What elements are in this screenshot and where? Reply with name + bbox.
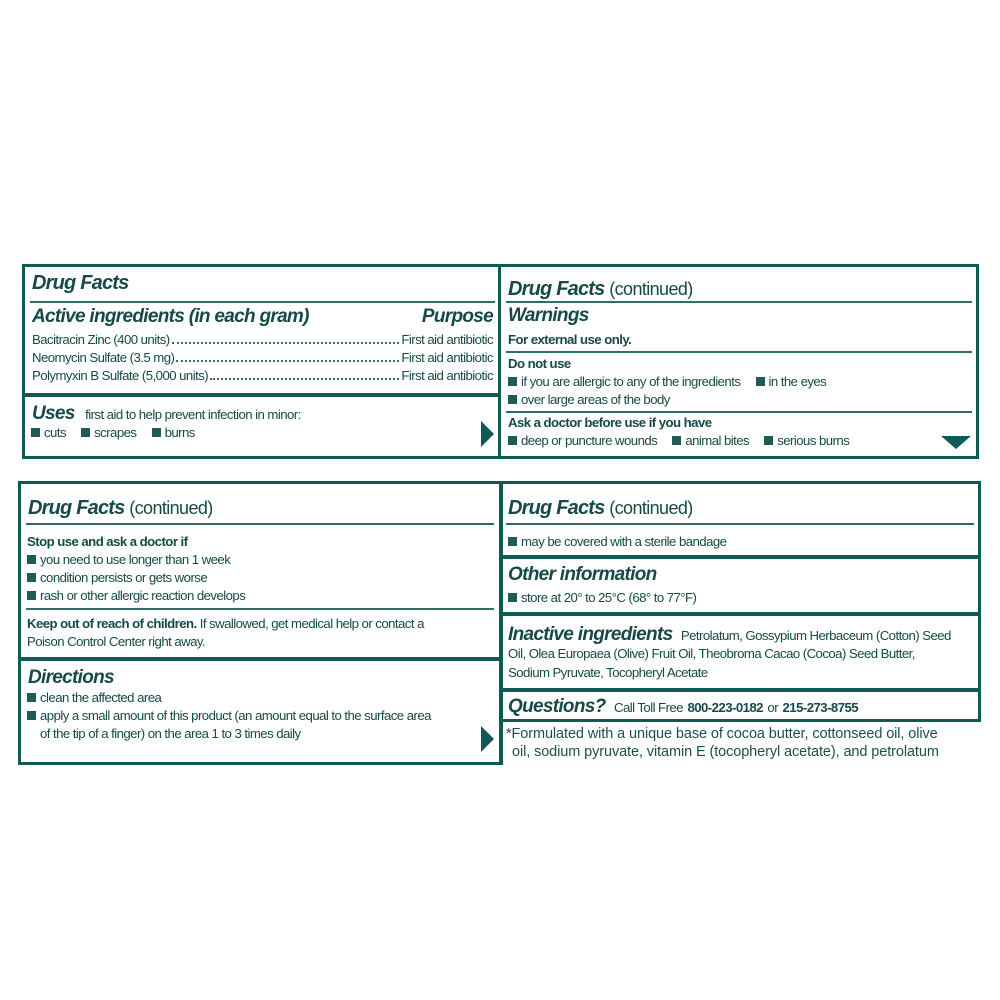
divider — [506, 351, 972, 353]
bullet-icon — [508, 537, 517, 546]
bullet-icon — [27, 711, 36, 720]
leader-dots — [210, 378, 399, 380]
title: Drug Facts — [508, 278, 605, 300]
section-divider — [500, 688, 981, 692]
keep-out-text — [27, 616, 424, 632]
section-divider — [18, 657, 502, 661]
title: Drug Facts — [28, 497, 125, 519]
leader-dots — [172, 342, 400, 344]
inactive-ingredients-text: Petrolatum, Gossypium Herbaceum (Cotton) Seed — [680, 628, 951, 643]
store-text: store at 20° to 25°C (68° to 77°F) — [521, 590, 697, 605]
bullet-icon — [508, 593, 517, 602]
inactive-ingredients-line — [508, 624, 951, 646]
stop-item-text: rash or other allergic reaction develops — [40, 588, 246, 603]
or-text: or — [767, 700, 779, 715]
inactive-ingredients-heading: Inactive ingredients — [508, 624, 673, 645]
questions-heading: Questions? — [508, 696, 606, 717]
bullet-icon — [672, 436, 681, 445]
direction-item-cont: of the tip of a finger) on the area 1 to 3 times daily — [40, 726, 301, 741]
bullet-icon — [27, 591, 36, 600]
drug-facts-continued-title — [508, 497, 693, 519]
bullet-icon — [764, 436, 773, 445]
column-divider — [498, 264, 501, 459]
title: Drug Facts — [508, 497, 605, 519]
footnote-line-1: *Formulated with a unique base of cocoa butter, cottonseed oil, olive — [506, 726, 938, 742]
drug-facts-continued-title — [28, 497, 213, 519]
bullet-icon — [27, 555, 36, 564]
stop-use-heading: Stop use and ask a doctor if — [27, 534, 188, 549]
ask-doctor-list — [508, 433, 849, 449]
phone-number-1[interactable]: 800-223-0182 — [687, 700, 763, 715]
uses-list — [31, 425, 195, 441]
drug-facts-title: Drug Facts — [32, 272, 129, 294]
stop-item-text: condition persists or gets worse — [40, 570, 208, 585]
ingredient-row — [32, 368, 493, 384]
call-text: Call Toll Free — [613, 700, 683, 715]
active-ingredients-heading: Active ingredients (in each gram) — [32, 306, 309, 327]
divider — [506, 301, 972, 303]
continued-label: (continued) — [129, 498, 213, 518]
divider — [506, 411, 972, 413]
bullet-icon — [508, 395, 517, 404]
section-divider — [22, 393, 500, 397]
use-item: scrapes — [94, 425, 137, 440]
uses-line — [32, 403, 301, 425]
direction-text: apply a small amount of this product (an amount equal to the surface area — [40, 708, 431, 723]
warning-item: if you are allergic to any of the ingredients — [521, 374, 741, 389]
ingredient-row — [32, 350, 493, 366]
phone-number-2[interactable]: 215-273-8755 — [782, 700, 859, 715]
direction-item — [27, 708, 431, 724]
warning-item: in the eyes — [768, 374, 827, 389]
do-not-use-list-2 — [508, 392, 670, 408]
ask-item: deep or puncture wounds — [521, 433, 658, 448]
stop-item — [27, 570, 207, 586]
ingredient-name: Polymyxin B Sulfate (5,000 units) — [32, 368, 209, 383]
divider — [506, 523, 974, 525]
ask-item: animal bites — [685, 433, 750, 448]
arrow-down-icon — [941, 436, 971, 449]
uses-heading: Uses — [32, 403, 75, 424]
ingredient-purpose: First aid antibiotic — [401, 350, 493, 365]
ingredient-purpose: First aid antibiotic — [401, 368, 493, 383]
ingredient-purpose: First aid antibiotic — [401, 332, 493, 347]
bullet-icon — [81, 428, 90, 437]
use-item: burns — [164, 425, 195, 440]
stop-item — [27, 588, 245, 604]
inactive-ingredients-text-2: Oil, Olea Europaea (Olive) Fruit Oil, Theobroma Cacao (Cocoa) Seed Butter, — [508, 646, 915, 661]
bullet-icon — [756, 377, 765, 386]
uses-text: first aid to help prevent infection in minor: — [85, 407, 301, 422]
bandage-text: may be covered with a sterile bandage — [521, 534, 727, 549]
section-divider — [500, 555, 981, 559]
use-item: cuts — [44, 425, 66, 440]
warning-item: over large areas of the body — [521, 392, 670, 407]
external-use-text: For external use only. — [508, 332, 632, 347]
keep-out-bold: Keep out of reach of children. — [27, 616, 197, 631]
bullet-icon — [27, 693, 36, 702]
divider — [30, 301, 495, 303]
ingredient-name: Bacitracin Zinc (400 units) — [32, 332, 170, 347]
bullet-icon — [508, 436, 517, 445]
drug-facts-continued-title — [508, 278, 693, 300]
questions-line — [508, 696, 858, 718]
ask-item: serious burns — [777, 433, 850, 448]
direction-text: clean the affected area — [40, 690, 162, 705]
other-information-heading: Other information — [508, 564, 657, 585]
keep-out-text-2: Poison Control Center right away. — [27, 634, 206, 649]
footnote-line-2: oil, sodium pyruvate, vitamin E (tocopheryl acetate), and petrolatum — [512, 744, 939, 760]
ask-doctor-heading: Ask a doctor before use if you have — [508, 415, 712, 430]
bullet-icon — [152, 428, 161, 437]
bandage-item — [508, 534, 726, 550]
purpose-heading: Purpose — [421, 306, 493, 327]
direction-item — [27, 690, 161, 706]
ingredient-row — [32, 332, 493, 348]
arrow-right-icon — [481, 421, 494, 447]
stop-item-text: you need to use longer than 1 week — [40, 552, 231, 567]
continued-label: (continued) — [609, 279, 693, 299]
store-item — [508, 590, 696, 606]
directions-heading: Directions — [28, 667, 114, 688]
divider — [26, 608, 494, 610]
bullet-icon — [27, 573, 36, 582]
do-not-use-list — [508, 374, 826, 390]
do-not-use-heading: Do not use — [508, 356, 571, 371]
leader-dots — [176, 360, 399, 362]
ingredient-name: Neomycin Sulfate (3.5 mg) — [32, 350, 175, 365]
keep-out-rest: If swallowed, get medical help or contact a — [199, 616, 424, 631]
section-divider — [500, 612, 981, 616]
inactive-ingredients-text-3: Sodium Pyruvate, Tocopheryl Acetate — [508, 665, 708, 680]
arrow-right-icon — [481, 726, 494, 752]
bullet-icon — [508, 377, 517, 386]
bullet-icon — [31, 428, 40, 437]
stop-item — [27, 552, 230, 568]
continued-label: (continued) — [609, 498, 693, 518]
divider — [26, 523, 494, 525]
warnings-heading: Warnings — [508, 305, 589, 326]
